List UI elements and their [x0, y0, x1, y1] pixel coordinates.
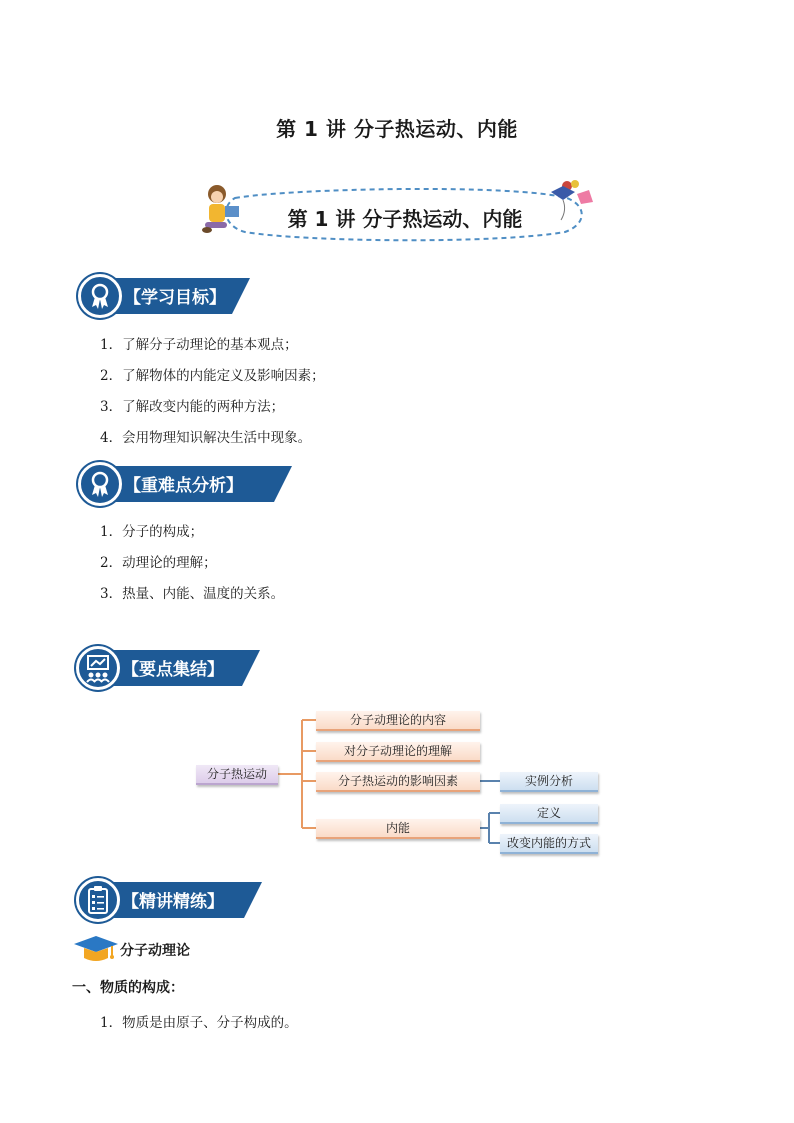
section-header-practice	[76, 878, 250, 922]
section-title: 【精讲精练】	[122, 892, 224, 912]
mindmap-leaf-node: 改变内能的方式	[500, 834, 598, 854]
graduation-cap-icon	[72, 934, 120, 964]
mindmap-branch-node: 内能	[316, 819, 480, 839]
page-title: 第 1 讲 分子热运动、内能	[276, 117, 518, 141]
subheading: 一、物质的构成：	[72, 980, 184, 996]
mindmap-branch-node: 分子动理论的内容	[316, 711, 480, 731]
section-title: 【学习目标】	[124, 288, 226, 308]
list-item: 3．了解改变内能的两种方法；	[100, 399, 285, 415]
section-title: 【要点集结】	[122, 660, 224, 680]
list-item: 4．会用物理知识解决生活中现象。	[100, 430, 312, 446]
mindmap-root-node: 分子热运动	[196, 765, 278, 785]
mindmap-branch-node: 对分子动理论的理解	[316, 742, 480, 762]
list-item: 1．物质是由原子、分子构成的。	[100, 1015, 298, 1031]
list-item: 3．热量、内能、温度的关系。	[100, 586, 285, 602]
section-title: 【重难点分析】	[124, 476, 243, 496]
topic-heading: 分子动理论	[120, 943, 190, 959]
list-item: 2．动理论的理解；	[100, 555, 217, 571]
list-item: 1．了解分子动理论的基本观点；	[100, 337, 298, 353]
list-item: 1．分子的构成；	[100, 524, 204, 540]
mindmap-branch-node: 分子热运动的影响因素	[316, 772, 480, 792]
mindmap-leaf-node: 实例分析	[500, 772, 598, 792]
list-item: 2．了解物体的内能定义及影响因素；	[100, 368, 325, 384]
banner-title: 第 1 讲 分子热运动、内能	[287, 207, 523, 231]
mindmap-leaf-node: 定义	[500, 804, 598, 824]
clipboard-checklist-icon	[76, 878, 120, 922]
